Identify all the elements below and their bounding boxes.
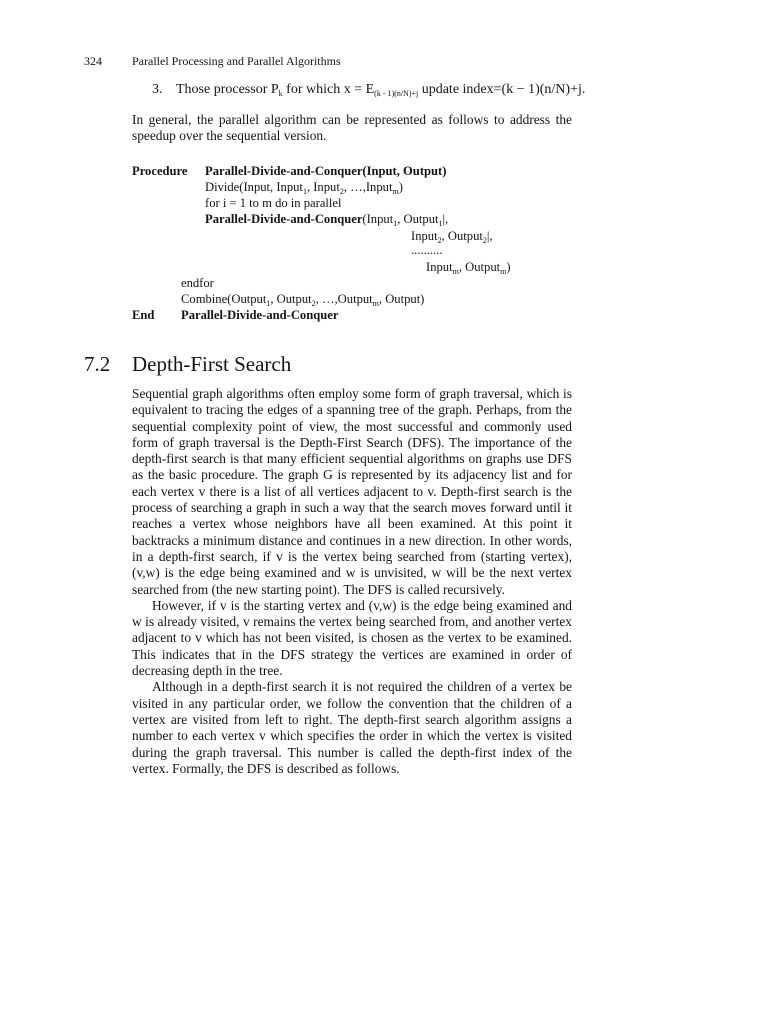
list-item-step-3 (152, 82, 585, 98)
call-continuation-m (426, 259, 511, 275)
body-paragraph: Sequential graph algorithms often employ some form of graph traversal, which is equivalent to tracing the edges of a spanning tree of the graph. Perhaps, from the sequential complexity point of view, the most successful and commonly used form of graph traversal is the Depth-First Search (DFS). The importance of the depth-first search is that many efficient sequential algorithms on graphs use DFS as the basic procedure. The graph G is represented by its adjacency list and for each vertex v there is a list of all vertices adjacent to v. Depth-first search is the process of searching a graph in such a way that the search moves forward until it reaches a vertex whose neighbors have all been examined. At this point it backtracks a minimum distance and continues in a new direction. In other words, in a depth-first search, if v is the vertex being searched from (starting vertex), (v,w) is the edge being examined and w is unvisited, w will be the next vertex searched from (the new starting point). The DFS is called recursively. (132, 386, 572, 597)
call-text: , Output (441, 229, 483, 243)
section-body (132, 386, 572, 777)
combine-text: , Output) (378, 292, 425, 306)
call-text: Input (411, 229, 438, 243)
keyword-end: End (132, 308, 155, 322)
step-sub-k: k (278, 89, 283, 98)
section-number: 7.2 (84, 352, 111, 376)
divide-text: ) (398, 180, 403, 194)
sub: 1 (302, 187, 307, 196)
sub: 2 (311, 299, 316, 308)
intro-text: In general, the parallel algorithm can be represented as follows to address the speedup over the sequential version. (132, 112, 572, 144)
sub: 2 (437, 236, 442, 245)
call-name: Parallel-Divide-and-Conquer (205, 212, 363, 226)
body-paragraph: Although in a depth-first search it is not required the children of a vertex be visited in any particular order, we follow the convention that the children of a vertex are visited from left to right. The depth-first search algorithm assigns a number to each vertex v which specifies the order in which the vertex is visited during the graph traversal. This number is called the depth-first index of the vertex. Formally, the DFS is described as follows. (132, 679, 572, 776)
endfor-line: endfor (181, 276, 214, 290)
recursive-call-line (205, 211, 448, 227)
call-text: , Output (397, 212, 439, 226)
step-number: 3. (152, 82, 163, 97)
intro-paragraph (132, 112, 572, 145)
step-sub-e: (k - 1)(n/N)+j (374, 89, 419, 98)
call-text: Input (426, 260, 453, 274)
sub: m (500, 267, 507, 276)
call-text: , Output (458, 260, 501, 274)
step-text-b: for which x = E (282, 82, 375, 97)
call-text: (Input (362, 212, 394, 226)
divide-text: Divide(Input, Input (205, 180, 303, 194)
procedure-signature: Parallel-Divide-and-Conquer(Input, Output) (205, 164, 447, 178)
sub: 1 (438, 219, 443, 228)
running-title: Parallel Processing and Parallel Algorithms (132, 54, 341, 68)
divide-text: , Input (306, 180, 340, 194)
sub: 1 (393, 219, 398, 228)
combine-text: Combine(Output (181, 292, 267, 306)
page-number: 324 (84, 54, 102, 68)
sub: m (372, 299, 379, 308)
combine-line (181, 291, 424, 307)
step-text-c: update index=(k − 1)(n/N)+j. (418, 82, 586, 97)
sub: 2 (339, 187, 344, 196)
call-text: |, (486, 229, 493, 243)
sub: 2 (482, 236, 487, 245)
sub: m (452, 267, 459, 276)
keyword-procedure: Procedure (132, 164, 188, 178)
step-text-a: Those processor P (176, 82, 279, 97)
for-line: for i = 1 to m do in parallel (205, 196, 342, 210)
call-text: |, (442, 212, 449, 226)
call-ellipsis: .......... (411, 243, 443, 257)
body-paragraph: However, if v is the starting vertex and (v,w) is the edge being examined and w is already visited, v remains the vertex being searched from, and another vertex adjacent to v which has not been visited, is chosen as the vertex to be examined. This indicates that in the DFS strategy the vertices are examined in order of decreasing depth in the tree. (132, 597, 572, 679)
divide-line (205, 179, 403, 195)
combine-text: , …,Output (315, 292, 373, 306)
combine-text: , Output (270, 292, 312, 306)
sub: 1 (266, 299, 271, 308)
divide-text: , …,Input (343, 180, 393, 194)
call-text: ) (506, 260, 511, 274)
section-title: Depth-First Search (132, 352, 292, 376)
sub: m (392, 187, 399, 196)
end-procedure-name: Parallel-Divide-and-Conquer (181, 308, 339, 322)
